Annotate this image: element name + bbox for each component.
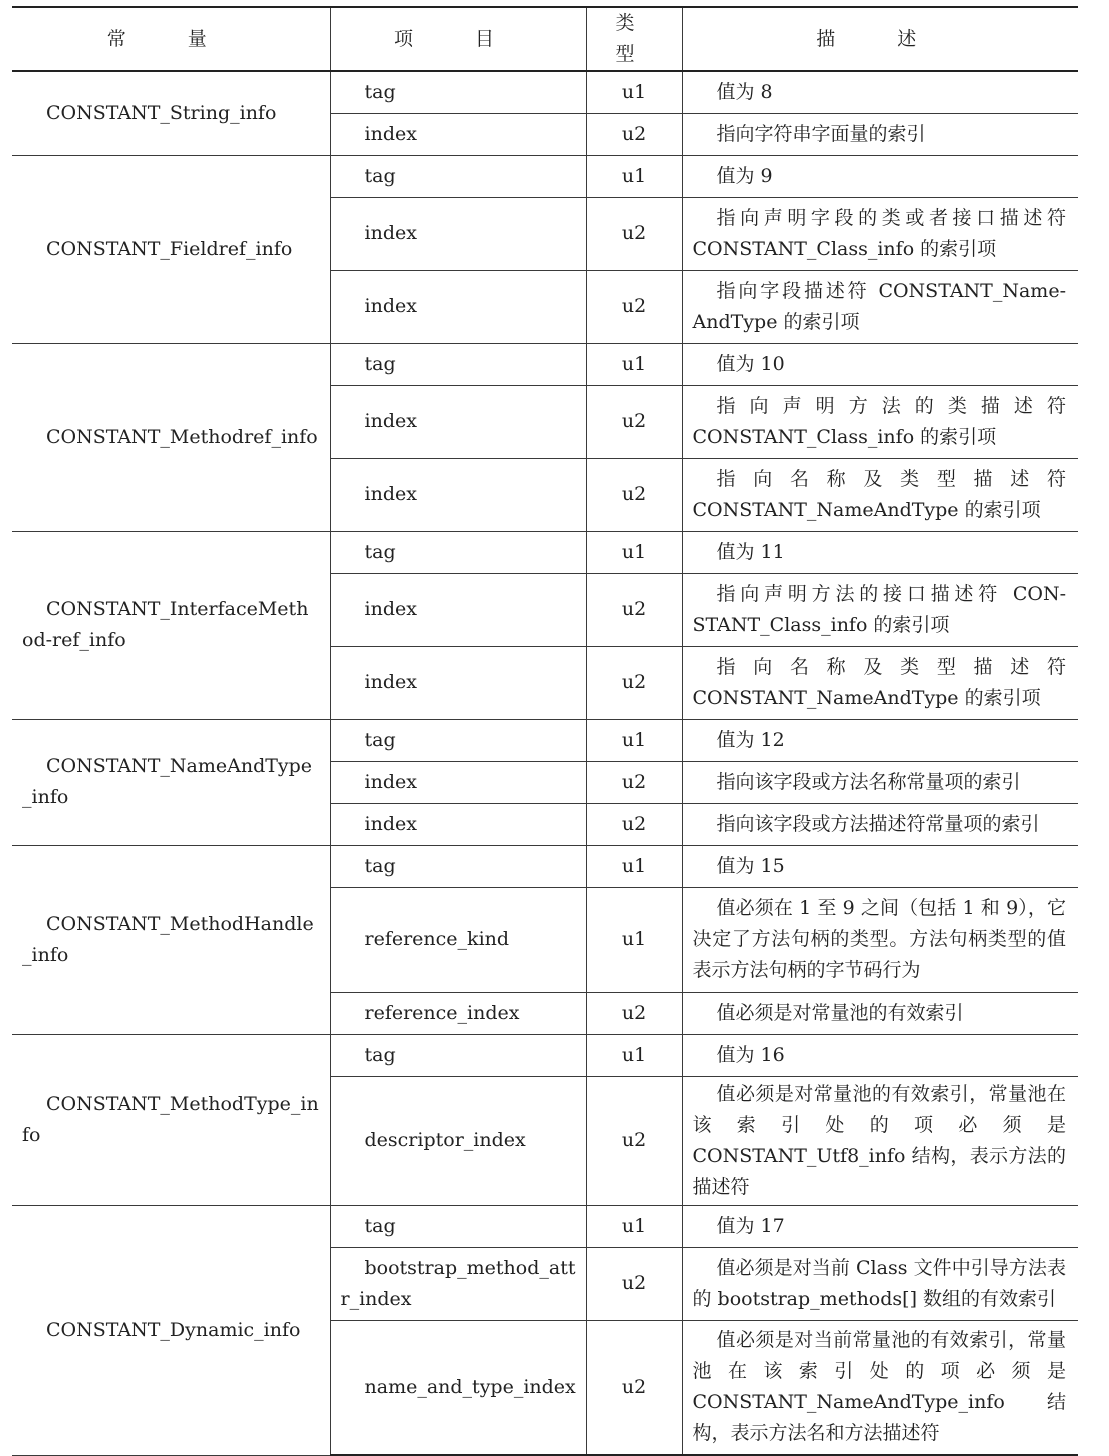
item-type: u2 <box>586 1247 682 1320</box>
item-name: index <box>330 113 586 155</box>
item-name: tag <box>330 531 586 573</box>
item-description: 指向该字段或方法名称常量项的索引 <box>682 761 1078 803</box>
item-type: u1 <box>586 845 682 887</box>
item-name: index <box>330 458 586 531</box>
item-type: u2 <box>586 573 682 646</box>
item-type: u2 <box>586 1320 682 1455</box>
item-type: u1 <box>586 719 682 761</box>
constant-pool-table-wrapper <box>12 6 1078 1456</box>
table-row <box>12 155 1078 197</box>
item-type: u2 <box>586 270 682 343</box>
item-name: tag <box>330 343 586 385</box>
item-name: tag <box>330 71 586 113</box>
item-description: 值必须是对常量池的有效索引 <box>682 992 1078 1034</box>
item-type: u1 <box>586 71 682 113</box>
item-type: u2 <box>586 646 682 719</box>
item-description: 值为 15 <box>682 845 1078 887</box>
item-name: tag <box>330 719 586 761</box>
item-type: u2 <box>586 761 682 803</box>
item-description: 值必须是对当前常量池的有效索引，常量池在该索引处的项必须是 CONSTANT_NameAndType_info 结构，表示方法名和方法描述符 <box>682 1320 1078 1455</box>
constant-name: CONSTANT_Methodref_info <box>12 343 330 531</box>
item-type: u2 <box>586 385 682 458</box>
constant-name: CONSTANT_NameAndType_info <box>12 719 330 845</box>
item-description: 指向字段描述符 CONSTANT_Name-AndType 的索引项 <box>682 270 1078 343</box>
item-name: index <box>330 270 586 343</box>
item-description: 值为 17 <box>682 1205 1078 1247</box>
item-description: 指向声明方法的类描述符 CONSTANT_Class_info 的索引项 <box>682 385 1078 458</box>
constant-name: CONSTANT_String_info <box>12 71 330 155</box>
item-name: descriptor_index <box>330 1076 586 1205</box>
item-type: u1 <box>586 887 682 992</box>
header-type: 类 型 <box>586 7 682 71</box>
table-header-row <box>12 7 1078 71</box>
item-name: index <box>330 385 586 458</box>
item-name: index <box>330 573 586 646</box>
table-row <box>12 845 1078 887</box>
header-item: 项 目 <box>330 7 586 71</box>
item-description: 指向该字段或方法描述符常量项的索引 <box>682 803 1078 845</box>
constant-name: CONSTANT_InterfaceMethod-ref_info <box>12 531 330 719</box>
item-type: u2 <box>586 113 682 155</box>
item-type: u2 <box>586 992 682 1034</box>
item-description: 值为 10 <box>682 343 1078 385</box>
header-constant: 常 量 <box>12 7 330 71</box>
item-type: u2 <box>586 803 682 845</box>
header-description: 描 述 <box>682 7 1078 71</box>
item-name: bootstrap_method_attr_index <box>330 1247 586 1320</box>
constant-pool-table <box>12 6 1078 1456</box>
item-description: 指向名称及类型描述符 CONSTANT_NameAndType 的索引项 <box>682 458 1078 531</box>
item-name: tag <box>330 1205 586 1247</box>
table-row <box>12 343 1078 385</box>
table-row <box>12 719 1078 761</box>
item-type: u2 <box>586 458 682 531</box>
item-type: u1 <box>586 1034 682 1076</box>
item-name: tag <box>330 1034 586 1076</box>
item-name: index <box>330 197 586 270</box>
item-description: 值必须是对当前 Class 文件中引导方法表的 bootstrap_methods[] 数组的有效索引 <box>682 1247 1078 1320</box>
item-description: 值为 11 <box>682 531 1078 573</box>
item-name: reference_kind <box>330 887 586 992</box>
table-row <box>12 71 1078 113</box>
constant-name: CONSTANT_MethodHandle_info <box>12 845 330 1034</box>
item-type: u2 <box>586 1076 682 1205</box>
item-name: reference_index <box>330 992 586 1034</box>
item-type: u1 <box>586 155 682 197</box>
item-name: tag <box>330 155 586 197</box>
item-description: 指向声明方法的接口描述符 CON-STANT_Class_info 的索引项 <box>682 573 1078 646</box>
item-type: u1 <box>586 1205 682 1247</box>
constant-name: CONSTANT_Dynamic_info <box>12 1205 330 1455</box>
table-row <box>12 1205 1078 1247</box>
item-name: index <box>330 646 586 719</box>
item-type: u1 <box>586 531 682 573</box>
item-description: 值为 16 <box>682 1034 1078 1076</box>
item-description: 指向名称及类型描述符 CONSTANT_NameAndType 的索引项 <box>682 646 1078 719</box>
item-type: u1 <box>586 343 682 385</box>
item-description: 值必须在 1 至 9 之间（包括 1 和 9），它决定了方法句柄的类型。方法句柄类型的值表示方法句柄的字节码行为 <box>682 887 1078 992</box>
item-description: 指向字符串字面量的索引 <box>682 113 1078 155</box>
item-name: tag <box>330 845 586 887</box>
item-name: index <box>330 761 586 803</box>
constant-name: CONSTANT_Fieldref_info <box>12 155 330 343</box>
item-type: u2 <box>586 197 682 270</box>
table-row <box>12 1034 1078 1076</box>
item-name: index <box>330 803 586 845</box>
item-description: 值为 12 <box>682 719 1078 761</box>
item-description: 指向声明字段的类或者接口描述符 CONSTANT_Class_info 的索引项 <box>682 197 1078 270</box>
constant-name: CONSTANT_MethodType_info <box>12 1034 330 1205</box>
item-description: 值为 8 <box>682 71 1078 113</box>
item-description: 值必须是对常量池的有效索引，常量池在该索引处的项必须是 CONSTANT_Utf8_info 结构，表示方法的描述符 <box>682 1076 1078 1205</box>
item-description: 值为 9 <box>682 155 1078 197</box>
item-name: name_and_type_index <box>330 1320 586 1455</box>
table-row <box>12 531 1078 573</box>
